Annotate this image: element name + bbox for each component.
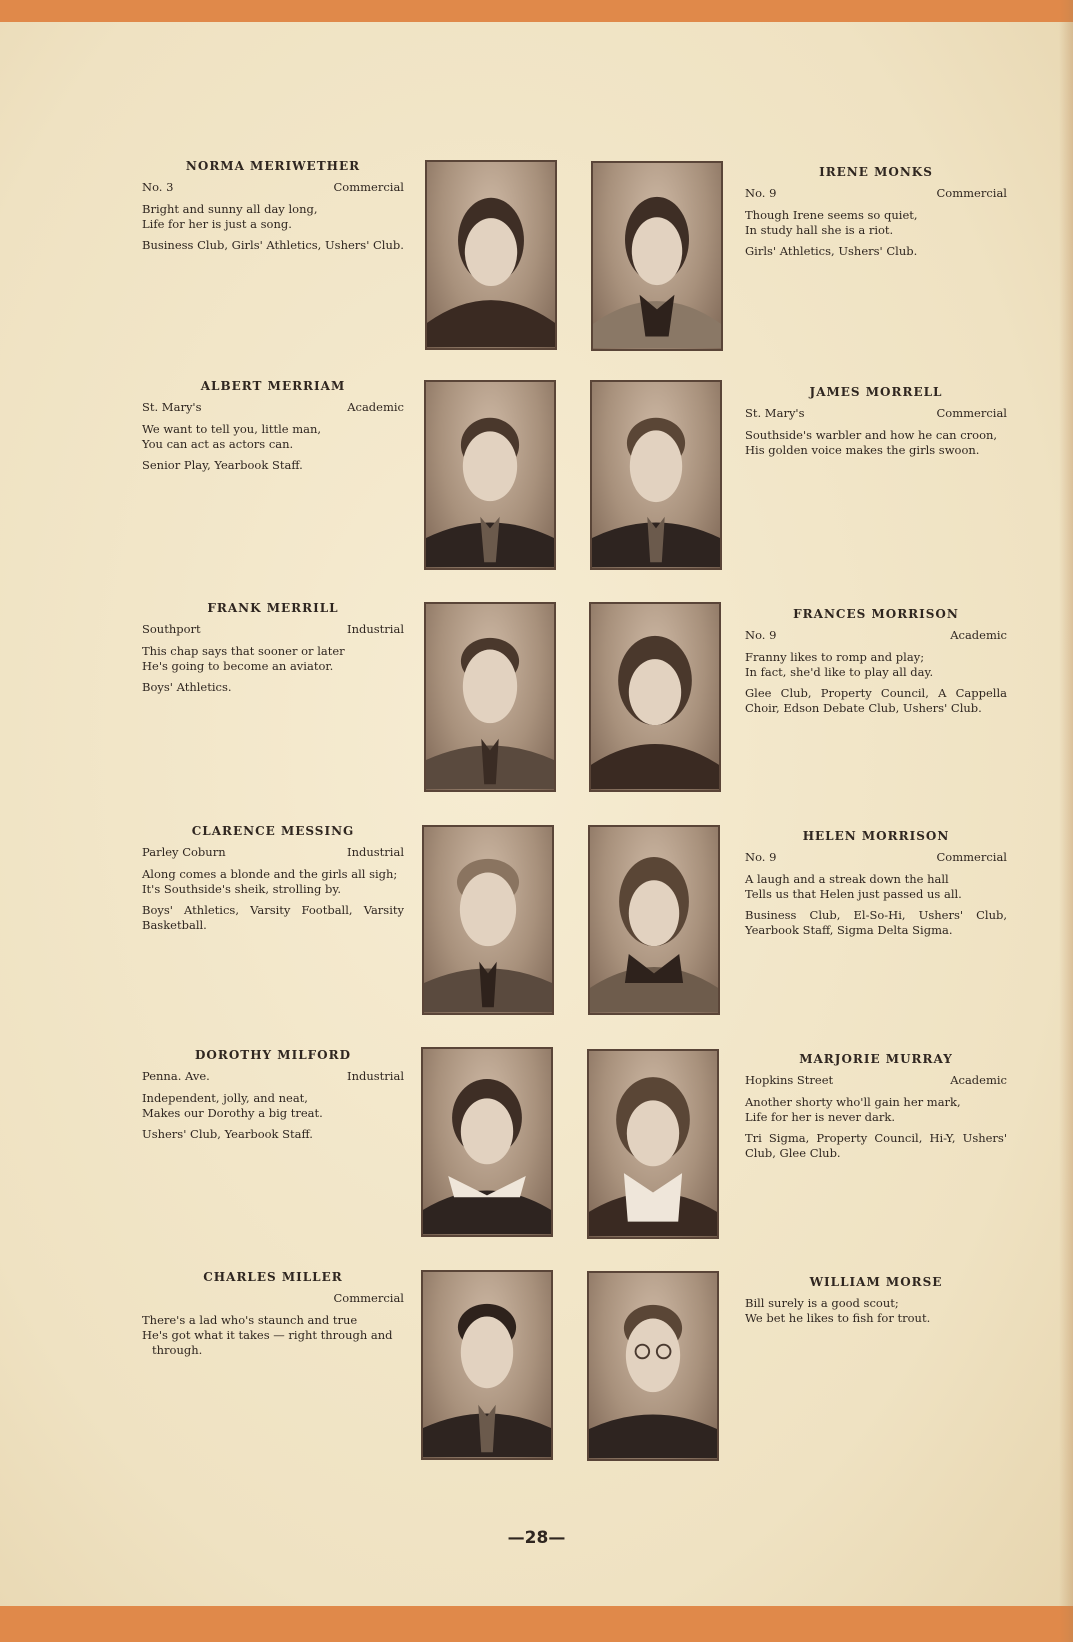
student-name: WILLIAM MORSE <box>809 1275 943 1289</box>
verse-line: He's got what it takes — right through and through. <box>142 1328 393 1357</box>
student-photo-william-morse <box>587 1271 719 1461</box>
student-name: MARJORIE MURRAY <box>799 1052 953 1066</box>
student-entry-helen-morrison <box>745 829 1007 938</box>
student-course: Commercial <box>936 850 1007 864</box>
student-school: Southport <box>142 622 201 636</box>
student-school: No. 3 <box>142 180 174 194</box>
student-name: FRANCES MORRISON <box>793 607 959 621</box>
portrait-figure-icon <box>591 604 719 790</box>
student-meta <box>745 628 1007 643</box>
student-activities: Business Club, El-So-Hi, Ushers' Club, Yearbook Staff, Sigma Delta Sigma. <box>745 908 1007 937</box>
student-photo-norma-meriwether <box>425 160 557 350</box>
student-verse <box>745 1095 1007 1125</box>
verse-line: Southside's warbler and how he can croon, <box>745 428 998 442</box>
portrait-figure-icon <box>592 382 720 568</box>
student-meta <box>142 622 404 637</box>
verse-line: This chap says that sooner or later <box>142 644 345 658</box>
student-verse <box>142 202 404 232</box>
bottom-orange-band <box>0 1606 1073 1642</box>
student-verse <box>745 872 1007 902</box>
student-verse <box>142 644 404 674</box>
student-name: CHARLES MILLER <box>203 1270 343 1284</box>
student-verse <box>745 650 1007 680</box>
student-activities: Senior Play, Yearbook Staff. <box>142 458 303 472</box>
student-photo-frances-morrison <box>589 602 721 792</box>
verse-line: Bill surely is a good scout; <box>745 1296 899 1310</box>
student-name: CLARENCE MESSING <box>191 824 355 838</box>
student-photo-charles-miller <box>421 1270 553 1460</box>
student-course: Industrial <box>347 845 404 859</box>
student-meta <box>745 186 1007 201</box>
student-verse <box>745 428 1007 458</box>
page-edge-shadow <box>1059 0 1073 1642</box>
verse-line: Bright and sunny all day long, <box>142 202 318 216</box>
student-entry-frances-morrison <box>745 607 1007 716</box>
verse-line: Makes our Dorothy a big treat. <box>142 1106 323 1120</box>
student-verse <box>142 1313 404 1358</box>
student-activities: Glee Club, Property Council, A Cappella Choir, Edson Debate Club, Ushers' Club. <box>745 686 1007 715</box>
student-verse <box>142 1091 404 1121</box>
student-entry-dorothy-milford <box>142 1048 404 1142</box>
portrait-figure-icon <box>590 827 718 1013</box>
verse-line: In study hall she is a riot. <box>745 223 894 237</box>
student-course: Industrial <box>347 622 404 636</box>
student-verse <box>142 422 404 452</box>
student-course: Academic <box>347 400 404 414</box>
verse-line: Life for her is just a song. <box>142 217 292 231</box>
student-entry-clarence-messing <box>142 824 404 933</box>
student-name: FRANK MERRILL <box>207 601 339 615</box>
verse-line: Along comes a blonde and the girls all sigh; <box>142 867 398 881</box>
student-entry-james-morrell <box>745 385 1007 464</box>
student-activities: Boys' Athletics. <box>142 680 232 694</box>
verse-line: His golden voice makes the girls swoon. <box>745 443 980 457</box>
portrait-figure-icon <box>424 827 552 1013</box>
student-activities: Tri Sigma, Property Council, Hi-Y, Ushers' Club, Glee Club. <box>745 1131 1007 1160</box>
student-course: Commercial <box>936 406 1007 420</box>
portrait-figure-icon <box>589 1051 717 1237</box>
student-photo-clarence-messing <box>422 825 554 1015</box>
verse-line: It's Southside's sheik, strolling by. <box>142 882 342 896</box>
student-course: Commercial <box>333 1291 404 1305</box>
portrait-figure-icon <box>423 1049 551 1235</box>
student-course: Academic <box>950 1073 1007 1087</box>
student-photo-dorothy-milford <box>421 1047 553 1237</box>
verse-line: He's going to become an aviator. <box>142 659 334 673</box>
portrait-figure-icon <box>426 382 554 568</box>
student-entry-frank-merrill <box>142 601 404 695</box>
verse-line: Tells us that Helen just passed us all. <box>745 887 962 901</box>
student-activities: Ushers' Club, Yearbook Staff. <box>142 1127 313 1141</box>
verse-line: You can act as actors can. <box>142 437 294 451</box>
student-photo-james-morrell <box>590 380 722 570</box>
student-photo-albert-merriam <box>424 380 556 570</box>
student-meta <box>142 845 404 860</box>
portrait-figure-icon <box>593 163 721 349</box>
student-school: Parley Coburn <box>142 845 226 859</box>
student-meta <box>745 850 1007 865</box>
student-meta <box>142 1069 404 1084</box>
student-name: ALBERT MERRIAM <box>200 379 346 393</box>
student-entry-william-morse <box>745 1275 1007 1332</box>
student-school: St. Mary's <box>745 406 805 420</box>
verse-line: In fact, she'd like to play all day. <box>745 665 934 679</box>
student-entry-charles-miller <box>142 1270 404 1364</box>
student-name: IRENE MONKS <box>819 165 933 179</box>
student-meta <box>142 180 404 195</box>
verse-line: A laugh and a streak down the hall <box>745 872 949 886</box>
student-verse <box>745 1296 1007 1326</box>
student-name: NORMA MERIWETHER <box>185 159 361 173</box>
page-number: —28— <box>507 1528 566 1548</box>
student-photo-marjorie-murray <box>587 1049 719 1239</box>
student-school: No. 9 <box>745 850 777 864</box>
verse-line: Though Irene seems so quiet, <box>745 208 918 222</box>
student-course: Academic <box>950 628 1007 642</box>
student-course: Industrial <box>347 1069 404 1083</box>
student-name: HELEN MORRISON <box>802 829 950 843</box>
portrait-figure-icon <box>589 1273 717 1459</box>
verse-line: Another shorty who'll gain her mark, <box>745 1095 961 1109</box>
portrait-figure-icon <box>426 604 554 790</box>
student-course: Commercial <box>333 180 404 194</box>
student-verse <box>745 208 1007 238</box>
verse-line: Life for her is never dark. <box>745 1110 895 1124</box>
verse-line: We want to tell you, little man, <box>142 422 322 436</box>
student-photo-helen-morrison <box>588 825 720 1015</box>
top-orange-band <box>0 0 1073 22</box>
student-entry-norma-meriwether <box>142 159 404 253</box>
verse-line: There's a lad who's staunch and true <box>142 1313 358 1327</box>
portrait-figure-icon <box>427 162 555 348</box>
student-activities: Girls' Athletics, Ushers' Club. <box>745 244 918 258</box>
student-activities: Boys' Athletics, Varsity Football, Varsity Basketball. <box>142 903 404 932</box>
student-course: Commercial <box>936 186 1007 200</box>
portrait-figure-icon <box>423 1272 551 1458</box>
verse-line: Franny likes to romp and play; <box>745 650 925 664</box>
student-entry-marjorie-murray <box>745 1052 1007 1161</box>
student-meta <box>745 1073 1007 1088</box>
student-photo-frank-merrill <box>424 602 556 792</box>
student-activities: Business Club, Girls' Athletics, Ushers' Club. <box>142 238 404 252</box>
student-school: Hopkins Street <box>745 1073 834 1087</box>
student-meta <box>142 400 404 415</box>
student-photo-irene-monks <box>591 161 723 351</box>
verse-line: Independent, jolly, and neat, <box>142 1091 308 1105</box>
student-meta <box>745 406 1007 421</box>
student-name: JAMES MORRELL <box>809 385 943 399</box>
student-name: DOROTHY MILFORD <box>195 1048 351 1062</box>
student-meta <box>142 1291 404 1306</box>
student-entry-albert-merriam <box>142 379 404 473</box>
student-entry-irene-monks <box>745 165 1007 259</box>
student-school: No. 9 <box>745 628 777 642</box>
student-school: St. Mary's <box>142 400 202 414</box>
student-school: Penna. Ave. <box>142 1069 210 1083</box>
student-verse <box>142 867 404 897</box>
verse-line: We bet he likes to fish for trout. <box>745 1311 931 1325</box>
student-school: No. 9 <box>745 186 777 200</box>
